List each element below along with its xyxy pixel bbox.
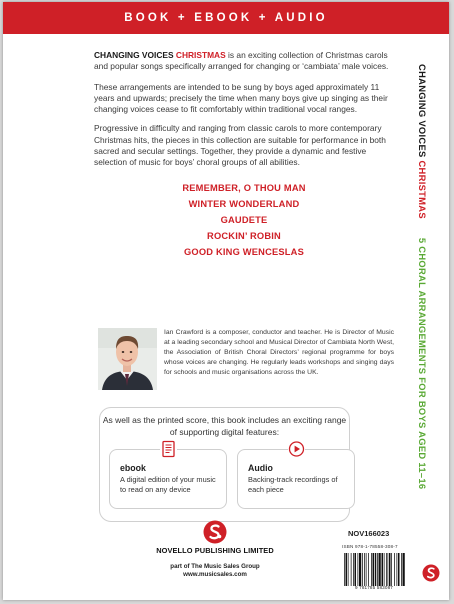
audio-description: Backing-track recordings of each piece: [248, 475, 338, 494]
song-list: [94, 180, 394, 261]
spine-subtitle: 5 CHORAL ARRANGEMENTS FOR BOYS AGED 11–16: [417, 237, 428, 490]
catalog-number: NOV166023: [348, 529, 390, 538]
isbn: ISBN 978-1-78558-308-7: [342, 544, 398, 549]
song-title: REMEMBER, O THOU MAN: [182, 182, 306, 193]
audio-title: Audio: [248, 463, 273, 473]
audio-feature-card: [237, 449, 355, 509]
author-photo: [98, 328, 157, 390]
format-banner: [3, 2, 449, 34]
barcode: [343, 553, 405, 586]
intro-title-red: CHRISTMAS: [175, 50, 226, 60]
back-cover: [3, 2, 449, 600]
publisher-group: part of The Music Sales Group: [170, 563, 260, 570]
spine-text: [412, 64, 432, 490]
music-sales-logo: [422, 564, 440, 582]
barcode-digits: 9 781785 583087: [354, 585, 393, 590]
song-title: GAUDETE: [220, 215, 268, 226]
ebook-icon: [160, 440, 177, 458]
intro-paragraph-1-text: is an exciting collection of Christmas carols and popular songs specifically arranged for changing or ‘cambiata’ male voices.: [94, 50, 389, 72]
spine-title-red: CHRISTMAS: [417, 160, 428, 219]
intro-paragraph-1: [94, 50, 394, 73]
audio-play-icon: [288, 440, 305, 458]
ebook-description: A digital edition of your music to read on any device: [120, 475, 216, 494]
ebook-title: ebook: [120, 463, 146, 473]
novello-logo: [203, 520, 227, 544]
digital-features-intro: As well as the printed score, this book includes an exciting range of supporting digital features:: [102, 415, 347, 437]
publisher-name: NOVELLO PUBLISHING LIMITED: [156, 546, 274, 555]
description: [94, 50, 394, 261]
digital-features-panel: [99, 407, 350, 522]
intro-paragraph-3: Progressive in difficulty and ranging from classic carols to more contemporary Christmas hits, the pieces in this collection are suitable for performance in both sacred and secular settings. Together, they provide a dynamic and festive selection of music for boys’ choral groups of all abilities.: [94, 123, 386, 168]
intro-paragraph-2: These arrangements are intended to be sung by boys aged approximately 11 years and upwards; precisely the time when many boys give up singing as their changing voices cease to fit comfortably within traditional vocal ranges.: [94, 81, 388, 115]
publisher-website: www.musicsales.com: [183, 571, 247, 578]
spine-title-black: CHANGING VOICES: [417, 64, 428, 158]
song-title: WINTER WONDERLAND: [188, 198, 300, 209]
intro-title-black: CHANGING VOICES: [94, 50, 174, 60]
banner-text: BOOK + EBOOK + AUDIO: [124, 12, 328, 24]
author-bio: Ian Crawford is a composer, conductor and teacher. He is Director of Music at a leading secondary school and Musical Director of Cambiata North West, the Association of British Choral Directors’ regional programme for boys whose voices are changing. He regularly leads workshops and singing days for schools and music organisations across the UK.: [164, 329, 394, 377]
song-title: GOOD KING WENCESLAS: [183, 247, 304, 258]
song-title: ROCKIN’ ROBIN: [207, 231, 281, 242]
ebook-feature-card: [109, 449, 227, 509]
